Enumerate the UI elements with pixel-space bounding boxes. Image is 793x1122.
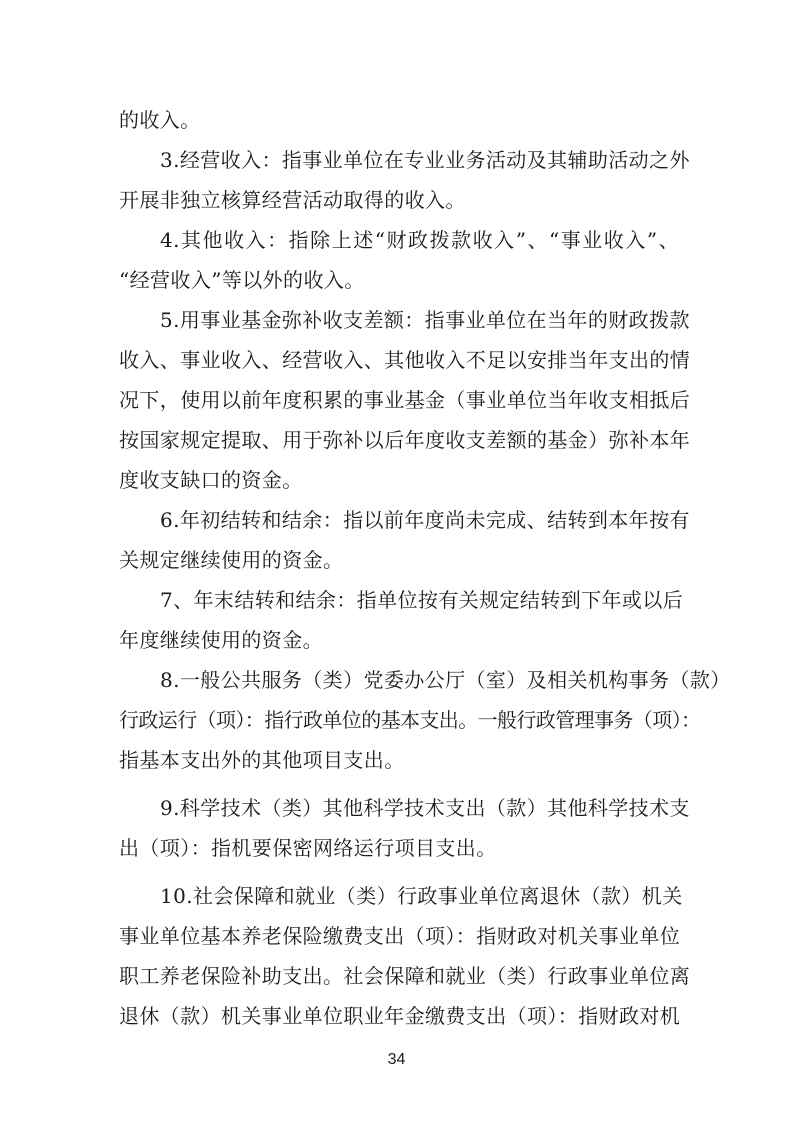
paragraph-line: 5.用事业基金弥补收支差额：指事业单位在当年的财政拨款 — [160, 308, 690, 332]
paragraph-line: 收入、事业收入、经营收入、其他收入不足以安排当年支出的情 — [119, 348, 691, 372]
paragraph-line: 出（项）：指机要保密网络运行项目支出。 — [119, 836, 497, 860]
paragraph-line: 9.科学技术（类）其他科学技术支出（款）其他科学技术支 — [160, 796, 690, 820]
paragraph-line: 的收入。 — [119, 108, 201, 132]
paragraph-line: 10.社会保障和就业（类）行政事业单位离退休（款）机关 — [160, 884, 683, 908]
paragraph-line: 度收支缺口的资金。 — [119, 468, 303, 492]
paragraph-line: 行政运行（项）：指行政单位的基本支出。一般行政管理事务（项）： — [119, 708, 701, 732]
paragraph-line: 退休（款）机关事业单位职业年金缴费支出（项）：指财政对机 — [119, 1004, 681, 1028]
paragraph-line: 6.年初结转和结余：指以前年度尚未完成、结转到本年按有 — [160, 508, 690, 532]
paragraph-line: 况下，使用以前年度积累的事业基金（事业单位当年收支相抵后 — [119, 388, 691, 412]
page-number: 34 — [387, 1051, 406, 1068]
paragraph-line: 7、年末结转和结余：指单位按有关规定结转到下年或以后 — [160, 588, 684, 612]
paragraph-line: 4.其他收入：指除上述“财政拨款收入”、“事业收入”、 — [160, 228, 679, 252]
paragraph-line: 指基本支出外的其他项目支出。 — [119, 748, 405, 772]
paragraph-line: 职工养老保险补助支出。社会保障和就业（类）行政事业单位离 — [119, 964, 691, 988]
paragraph-line: 8.一般公共服务（类）党委办公厅（室）及相关机构事务（款） — [160, 668, 731, 692]
paragraph-line: 3.经营收入：指事业单位在专业业务活动及其辅助活动之外 — [160, 148, 690, 172]
paragraph-line: 事业单位基本养老保险缴费支出（项）：指财政对机关事业单位 — [119, 924, 681, 948]
paragraph-line: 年度继续使用的资金。 — [119, 628, 323, 652]
paragraph-line: 关规定继续使用的资金。 — [119, 548, 344, 572]
paragraph-line: “经营收入”等以外的收入。 — [119, 268, 365, 292]
paragraph-line: 按国家规定提取、用于弥补以后年度收支差额的基金）弥补本年 — [119, 428, 691, 452]
paragraph-line: 开展非独立核算经营活动取得的收入。 — [119, 188, 466, 212]
